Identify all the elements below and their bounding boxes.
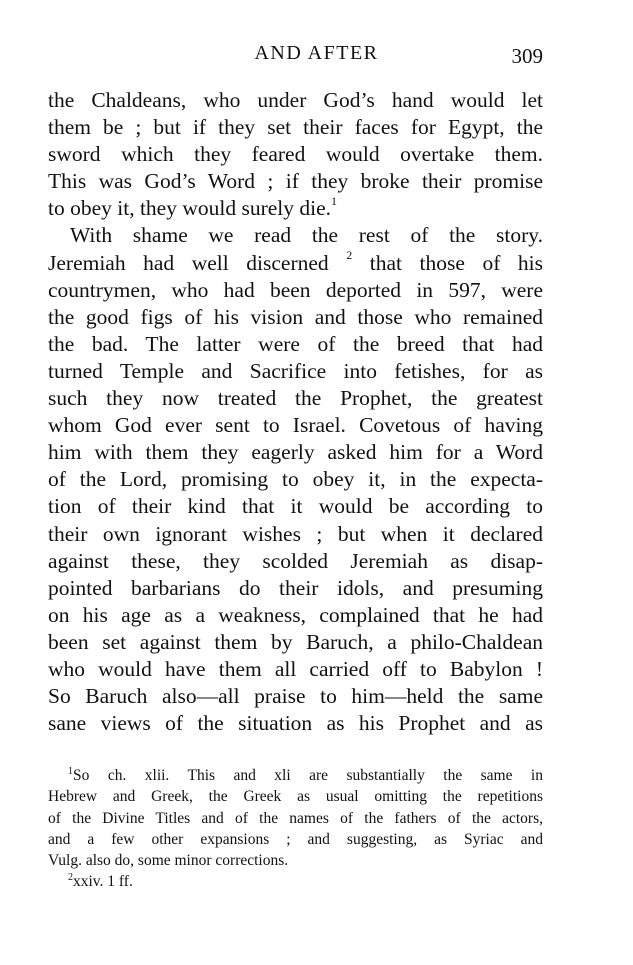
footnote-text: So ch. xlii. This and xli are substantially the same in: [73, 767, 543, 784]
footnote-line: Vulg. also do, some minor corrections.: [48, 852, 289, 870]
main-text: [48, 87, 543, 737]
footnote-marker: 1: [68, 765, 73, 777]
footnote-text: xxiv. 1 ff.: [73, 873, 133, 891]
footnotes: [48, 765, 543, 893]
text-line: turned Temple and Sacrifice into fetishes, for as: [48, 358, 543, 383]
footnote-line: [48, 871, 543, 892]
text-line: him with them they eagerly asked him for a Word: [48, 440, 543, 465]
text-line: the good figs of his vision and those who remained: [48, 304, 543, 329]
footnote-reference: 2: [346, 248, 353, 263]
text-line: who would have them all carried off to Babylon !: [48, 656, 543, 681]
text-line: [48, 250, 543, 277]
text-line: sane views of the situation as his Prophet and as: [48, 711, 543, 736]
page-header: [0, 42, 633, 72]
footnote-line: of the Divine Titles and of the names of the fathers of the actors,: [48, 809, 543, 827]
footnote-marker: 2: [68, 872, 73, 884]
text-line: them be ; but if they set their faces for Egypt, the: [48, 115, 543, 140]
text-line: the bad. The latter were of the breed that had: [48, 331, 543, 356]
footnote-reference: 1: [331, 194, 338, 209]
text-line: tion of their kind that it would be according to: [48, 494, 543, 519]
text-line: whom God ever sent to Israel. Covetous of having: [48, 413, 543, 438]
text-line: against these, they scolded Jeremiah as disap-: [48, 548, 543, 573]
page-number: 309: [511, 44, 543, 68]
text-line: on his age as a weakness, complained that he had: [48, 602, 543, 627]
text-line: So Baruch also—all praise to him—held the same: [48, 684, 543, 709]
text-line: [48, 195, 543, 222]
text-line: countrymen, who had been deported in 597, were: [48, 277, 543, 302]
text-line: been set against them by Baruch, a philo-Chaldean: [48, 629, 543, 654]
text-line: sword which they feared would overtake them.: [48, 142, 543, 167]
text-line: their own ignorant wishes ; but when it declared: [48, 521, 543, 546]
footnote-line: Hebrew and Greek, the Greek as usual omitting the repetitions: [48, 788, 543, 806]
text-line: pointed barbarians do their idols, and presuming: [48, 575, 543, 600]
footnote-line: and a few other expansions ; and suggesting, as Syriac and: [48, 830, 543, 848]
text-line: With shame we read the rest of the story.: [70, 223, 543, 248]
text-line: such they now treated the Prophet, the greatest: [48, 386, 543, 411]
text-line-content: Jeremiah had well discerned: [48, 250, 329, 275]
running-title: AND AFTER: [254, 42, 379, 64]
text-line: This was God’s Word ; if they broke their promise: [48, 169, 543, 194]
text-line: of the Lord, promising to obey it, in the expecta-: [48, 467, 543, 492]
text-line-content: to obey it, they would surely die.: [48, 196, 332, 221]
text-line: the Chaldeans, who under God’s hand would let: [48, 88, 543, 112]
text-line-content: that those of his: [352, 250, 544, 275]
footnote-line: [48, 765, 543, 786]
